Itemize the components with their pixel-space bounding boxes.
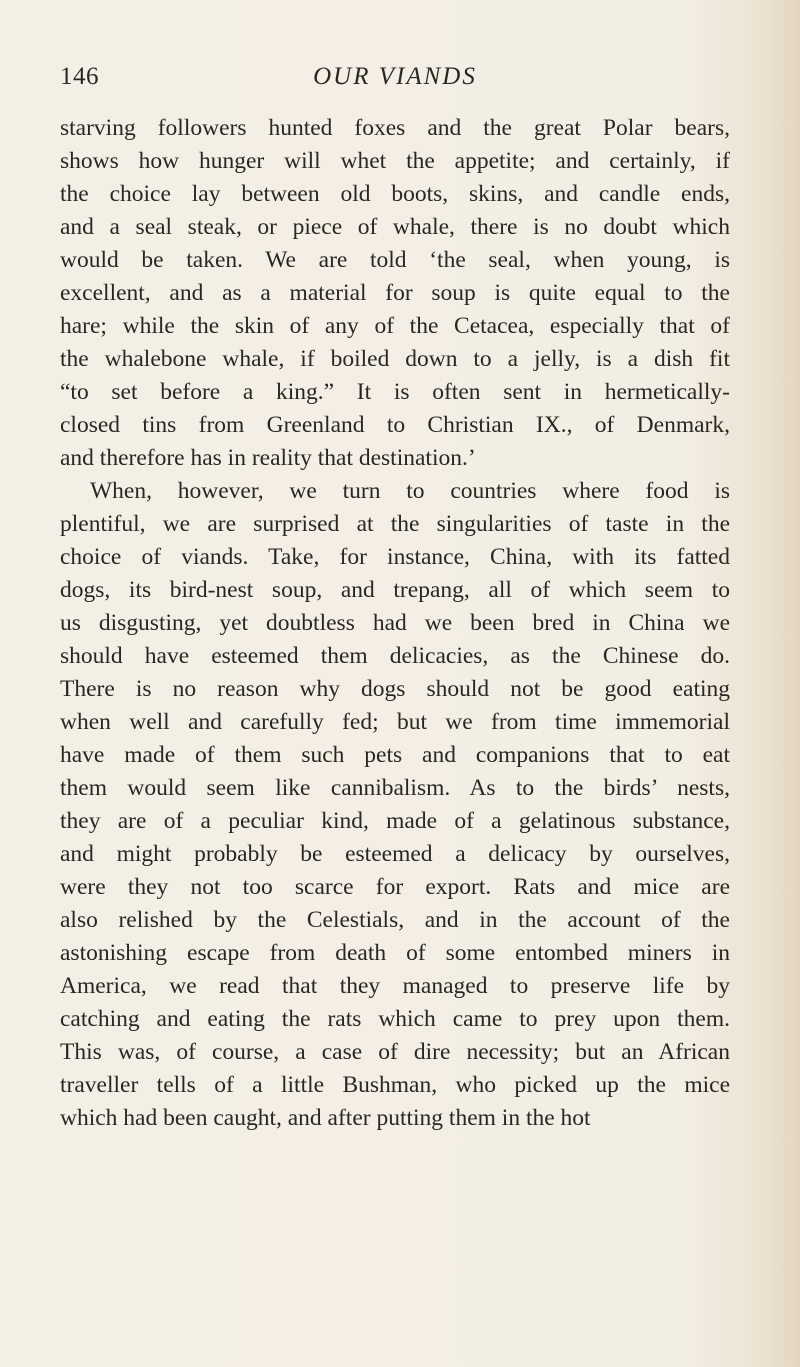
text-line: and therefore has in reality that destination.’ xyxy=(60,445,476,471)
text-line: should have esteemed them delicacies, as the Chinese do. xyxy=(60,643,730,669)
text-line: “to set before a king.” It is often sent in hermetically- xyxy=(60,379,730,405)
text-line: excellent, and as a material for soup is quite equal to the xyxy=(60,280,730,306)
text-line: America, we read that they managed to preserve life by xyxy=(60,973,730,999)
page-number: 146 xyxy=(60,63,99,90)
running-head: OUR VIANDS xyxy=(313,63,477,90)
text-line: shows how hunger will whet the appetite; and certainly, if xyxy=(60,148,730,174)
page-header xyxy=(60,60,730,94)
text-line: When, however, we turn to countries where food is xyxy=(90,478,730,504)
text-line: also relished by the Celestials, and in the account of the xyxy=(60,907,730,933)
text-line: they are of a peculiar kind, made of a gelatinous substance, xyxy=(60,808,730,834)
text-line: them would seem like cannibalism. As to the birds’ nests, xyxy=(60,775,730,801)
text-line: and might probably be esteemed a delicacy by ourselves, xyxy=(60,841,730,867)
text-line: choice of viands. Take, for instance, China, with its fatted xyxy=(60,544,730,570)
text-line: traveller tells of a little Bushman, who picked up the mice xyxy=(60,1072,730,1098)
text-line: closed tins from Greenland to Christian IX., of Denmark, xyxy=(60,412,730,438)
text-line: catching and eating the rats which came to prey upon them. xyxy=(60,1006,730,1032)
text-line: have made of them such pets and companions that to eat xyxy=(60,742,730,768)
text-line: dogs, its bird-nest soup, and trepang, all of which seem to xyxy=(60,577,730,603)
text-line: There is no reason why dogs should not be good eating xyxy=(60,676,730,702)
text-line: would be taken. We are told ‘the seal, when young, is xyxy=(60,247,730,273)
text-line: starving followers hunted foxes and the great Polar bears, xyxy=(60,115,730,141)
text-line: hare; while the skin of any of the Cetacea, especially that of xyxy=(60,313,730,339)
text-line: This was, of course, a case of dire necessity; but an African xyxy=(60,1039,730,1065)
text-line: and a seal steak, or piece of whale, there is no doubt which xyxy=(60,214,730,240)
text-line: the choice lay between old boots, skins, and candle ends, xyxy=(60,181,730,207)
text-line: which had been caught, and after putting them in the hot xyxy=(60,1105,591,1131)
text-line: the whalebone whale, if boiled down to a jelly, is a dish fit xyxy=(60,346,730,372)
text-line: us disgusting, yet doubtless had we been bred in China we xyxy=(60,610,730,636)
body-text xyxy=(60,112,730,1135)
text-line: astonishing escape from death of some entombed miners in xyxy=(60,940,730,966)
text-line: were they not too scarce for export. Rats and mice are xyxy=(60,874,730,900)
text-line: when well and carefully fed; but we from time immemorial xyxy=(60,709,730,735)
text-line: plentiful, we are surprised at the singularities of taste in the xyxy=(60,511,730,537)
